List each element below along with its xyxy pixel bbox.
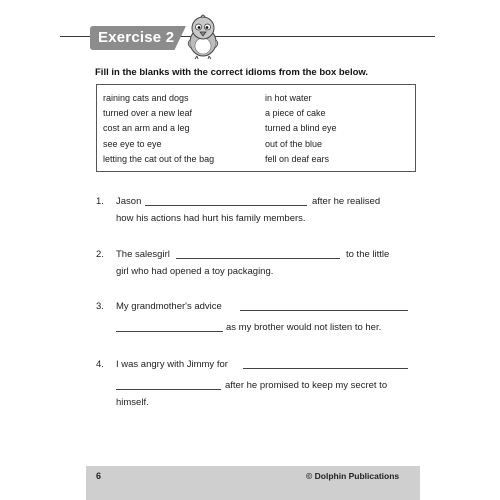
- question-text: My grandmother's advice: [116, 301, 222, 312]
- question-text: how his actions had hurt his family members.: [116, 213, 306, 224]
- answer-blank[interactable]: [116, 331, 223, 332]
- question-number: 1.: [96, 196, 104, 207]
- question-text: girl who had opened a toy packaging.: [116, 266, 274, 277]
- idiom-item: turned a blind eye: [265, 123, 337, 134]
- idiom-item: see eye to eye: [103, 138, 162, 149]
- instruction-text: Fill in the blanks with the correct idioms from the box below.: [95, 67, 369, 78]
- publisher-credit: © Dolphin Publications: [306, 471, 400, 481]
- question-text: I was angry with Jimmy for: [116, 359, 228, 370]
- question-text: himself.: [116, 397, 149, 408]
- idiom-item: cost an arm and a leg: [103, 123, 190, 134]
- page-number: 6: [96, 471, 102, 481]
- question-text: as my brother would not listen to her.: [226, 322, 382, 333]
- question-text: after he realised: [312, 196, 381, 207]
- idiom-column-right: [265, 91, 337, 167]
- question-text: The salesgirl: [116, 249, 170, 260]
- answer-blank[interactable]: [116, 389, 221, 390]
- exercise-title: Exercise 2: [98, 29, 175, 46]
- idiom-item: turned over a new leaf: [103, 108, 193, 119]
- question-number: 2.: [96, 249, 104, 260]
- answer-blank[interactable]: [145, 205, 307, 206]
- idiom-column-left: [103, 91, 214, 167]
- idiom-item: letting the cat out of the bag: [103, 153, 215, 164]
- answer-blank[interactable]: [176, 258, 340, 259]
- answer-blank[interactable]: [243, 368, 408, 369]
- idiom-word-box: [96, 84, 416, 172]
- idiom-item: in hot water: [265, 93, 312, 103]
- idiom-item: fell on deaf ears: [265, 153, 330, 164]
- idiom-item: out of the blue: [265, 138, 323, 149]
- question-text: to the little: [346, 249, 390, 260]
- question-number: 4.: [96, 359, 104, 370]
- question-text: after he promised to keep my secret to: [225, 380, 388, 391]
- chick-mascot-icon: [183, 12, 223, 60]
- question-number: 3.: [96, 301, 104, 312]
- idiom-item: raining cats and dogs: [103, 93, 189, 103]
- question-text: Jason: [116, 196, 142, 207]
- answer-blank[interactable]: [240, 310, 408, 311]
- idiom-item: a piece of cake: [265, 108, 326, 119]
